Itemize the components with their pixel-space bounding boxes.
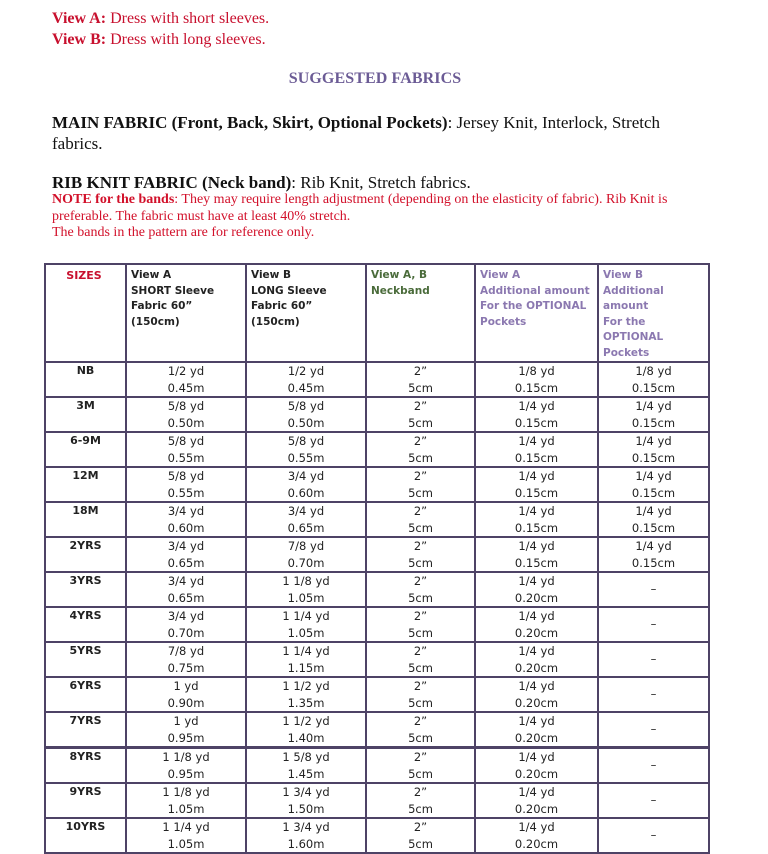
size-cell: 4YRS: [45, 607, 126, 642]
table-row: [45, 677, 709, 712]
imperial-value: 2”: [413, 785, 428, 799]
imperial-value: 1/4 yd: [518, 609, 555, 623]
neckband-cell: [366, 397, 475, 432]
metric-value: 0.60m: [287, 485, 325, 500]
view-a-pocket-cell: [475, 362, 598, 397]
metric-value: 5cm: [408, 555, 433, 570]
column-header-line: LONG Sleeve: [251, 284, 327, 297]
imperial-value: 1/4 yd: [518, 644, 555, 658]
view-a-pocket-cell: [475, 783, 598, 818]
view-a-pocket-cell: [475, 502, 598, 537]
table-row: [45, 572, 709, 607]
column-header-line: amount: [603, 300, 649, 312]
size-cell: 9YRS: [45, 783, 126, 818]
metric-value: 5cm: [408, 415, 433, 430]
view-a-pocket-cell: [475, 677, 598, 712]
view-a-description: [52, 8, 269, 29]
imperial-value: 1 1/4 yd: [282, 609, 330, 623]
view-a-cell: [126, 362, 246, 397]
size-cell: 18M: [45, 502, 126, 537]
view-a-cell: [126, 397, 246, 432]
imperial-value: 1/4 yd: [518, 469, 555, 483]
view-a-pocket-cell: [475, 712, 598, 748]
imperial-value: 1/4 yd: [518, 679, 555, 693]
metric-value: 0.15cm: [514, 450, 559, 465]
imperial-value: 1 3/4 yd: [282, 820, 330, 834]
main-fabric-label: MAIN FABRIC (Front, Back, Skirt, Optional Pockets): [52, 113, 448, 132]
metric-value: 1.45m: [287, 766, 325, 781]
imperial-value: 2”: [413, 820, 428, 834]
view-a-cell: [126, 502, 246, 537]
imperial-value: 2”: [413, 679, 428, 693]
imperial-value: 1 yd: [173, 679, 199, 693]
bands-note-line1: [52, 192, 702, 225]
neckband-cell: [366, 642, 475, 677]
metric-value: 0.95m: [167, 730, 205, 745]
size-cell: 6YRS: [45, 677, 126, 712]
column-header-line: View A, B: [371, 269, 427, 281]
imperial-value: 2”: [413, 504, 428, 518]
metric-value: 5cm: [408, 590, 433, 605]
view-a-cell: [126, 712, 246, 748]
metric-value: 0.90m: [167, 695, 205, 710]
metric-value: 0.20cm: [514, 695, 559, 710]
neckband-cell: [366, 502, 475, 537]
view-b-cell: [246, 712, 366, 748]
view-a-cell: [126, 607, 246, 642]
imperial-value: 2”: [413, 644, 428, 658]
metric-value: 0.15cm: [514, 520, 559, 535]
metric-value: 0.15cm: [631, 485, 676, 500]
metric-value: 5cm: [408, 695, 433, 710]
view-b-cell: [246, 642, 366, 677]
section-title: SUGGESTED FABRICS: [288, 70, 462, 87]
metric-value: 0.15cm: [631, 450, 676, 465]
neckband-cell: [366, 537, 475, 572]
metric-value: 0.55m: [167, 485, 205, 500]
metric-value: 0.65m: [287, 520, 325, 535]
view-b-pocket-cell: [598, 467, 709, 502]
view-b-pocket-cell: [598, 748, 709, 784]
imperial-value: 5/8 yd: [287, 434, 325, 448]
column-header-line: Additional: [603, 284, 664, 297]
metric-value: 0.95m: [167, 766, 205, 781]
metric-value: 5cm: [408, 380, 433, 395]
imperial-value: 5/8 yd: [287, 399, 325, 413]
size-cell: 8YRS: [45, 748, 126, 784]
view-a-cell: [126, 537, 246, 572]
metric-value: 0.55m: [167, 450, 205, 465]
column-header-line: Fabric 60” (150cm): [251, 300, 313, 328]
metric-value: 0.15cm: [631, 415, 676, 430]
table-row: [45, 537, 709, 572]
neckband-cell: [366, 572, 475, 607]
metric-value: 0.20cm: [514, 660, 559, 675]
imperial-value: 1/4 yd: [635, 469, 672, 483]
imperial-value: –: [650, 687, 657, 702]
imperial-value: 1 1/2 yd: [282, 679, 330, 693]
imperial-value: 2”: [413, 539, 428, 553]
column-header-line: Additional amount: [480, 284, 590, 297]
column-header-line: Fabric 60” (150cm): [131, 300, 193, 328]
table-row: [45, 397, 709, 432]
view-b-pocket-cell: [598, 572, 709, 607]
metric-value: 0.65m: [167, 590, 205, 605]
column-header-view-b-pockets: [598, 264, 709, 362]
metric-value: 0.20cm: [514, 590, 559, 605]
imperial-value: 1/4 yd: [518, 539, 555, 553]
table-row: [45, 642, 709, 677]
view-b-cell: [246, 572, 366, 607]
metric-value: 0.55m: [287, 450, 325, 465]
column-header-view-a-pockets: [475, 264, 598, 362]
view-b-cell: [246, 432, 366, 467]
imperial-value: 1 1/4 yd: [282, 644, 330, 658]
metric-value: 5cm: [408, 450, 433, 465]
imperial-value: 5/8 yd: [167, 399, 205, 413]
rib-fabric-paragraph: [52, 173, 702, 193]
view-a-cell: [126, 748, 246, 784]
imperial-value: 7/8 yd: [167, 644, 205, 658]
view-b-cell: [246, 397, 366, 432]
metric-value: 1.60m: [287, 836, 325, 851]
imperial-value: 1/4 yd: [635, 434, 672, 448]
column-header-sizes: [45, 264, 126, 362]
metric-value: 1.35m: [287, 695, 325, 710]
view-b-pocket-cell: [598, 783, 709, 818]
view-a-label: View A:: [52, 10, 107, 27]
view-a-pocket-cell: [475, 397, 598, 432]
imperial-value: –: [650, 582, 657, 597]
view-a-pocket-cell: [475, 642, 598, 677]
view-b-text: Dress with long sleeves.: [106, 31, 266, 48]
metric-value: 5cm: [408, 660, 433, 675]
neckband-cell: [366, 677, 475, 712]
view-b-pocket-cell: [598, 642, 709, 677]
imperial-value: 1 1/8 yd: [162, 785, 210, 799]
imperial-value: 5/8 yd: [167, 434, 205, 448]
imperial-value: –: [650, 793, 657, 808]
imperial-value: 1/4 yd: [518, 574, 555, 588]
imperial-value: 2”: [413, 714, 428, 728]
size-cell: 5YRS: [45, 642, 126, 677]
metric-value: 0.20cm: [514, 625, 559, 640]
imperial-value: 1/4 yd: [635, 504, 672, 518]
imperial-value: 3/4 yd: [167, 539, 205, 553]
view-a-pocket-cell: [475, 607, 598, 642]
column-header-line: Pockets: [603, 346, 650, 359]
metric-value: 0.65m: [167, 555, 205, 570]
view-b-cell: [246, 502, 366, 537]
fabric-requirements-table: [44, 263, 710, 854]
column-header-line: View B: [603, 269, 644, 281]
imperial-value: 1/4 yd: [635, 539, 672, 553]
imperial-value: 1/4 yd: [518, 750, 555, 764]
view-b-pocket-cell: [598, 502, 709, 537]
neckband-cell: [366, 783, 475, 818]
imperial-value: 1/8 yd: [518, 364, 555, 378]
metric-value: 0.75m: [167, 660, 205, 675]
imperial-value: 7/8 yd: [287, 539, 325, 553]
column-header-line: SHORT Sleeve: [131, 284, 215, 297]
view-b-cell: [246, 818, 366, 853]
view-b-pocket-cell: [598, 397, 709, 432]
view-b-cell: [246, 467, 366, 502]
view-b-pocket-cell: [598, 362, 709, 397]
imperial-value: 2”: [413, 469, 428, 483]
metric-value: 1.05m: [287, 625, 325, 640]
neckband-cell: [366, 818, 475, 853]
imperial-value: 2”: [413, 364, 428, 378]
view-b-pocket-cell: [598, 677, 709, 712]
size-cell: 3YRS: [45, 572, 126, 607]
metric-value: 5cm: [408, 625, 433, 640]
table-row: [45, 818, 709, 853]
imperial-value: –: [650, 758, 657, 773]
column-header-line: Pockets: [480, 315, 527, 328]
size-cell: 10YRS: [45, 818, 126, 853]
metric-value: 0.45m: [167, 380, 205, 395]
imperial-value: 2”: [413, 750, 428, 764]
metric-value: 5cm: [408, 520, 433, 535]
imperial-value: 1/4 yd: [518, 785, 555, 799]
metric-value: 1.05m: [167, 836, 205, 851]
metric-value: 0.15cm: [514, 485, 559, 500]
metric-value: 0.20cm: [514, 836, 559, 851]
metric-value: 0.15cm: [631, 520, 676, 535]
metric-value: 1.05m: [287, 590, 325, 605]
view-a-pocket-cell: [475, 537, 598, 572]
view-b-cell: [246, 607, 366, 642]
table-row: [45, 748, 709, 784]
imperial-value: –: [650, 652, 657, 667]
view-a-cell: [126, 467, 246, 502]
view-a-cell: [126, 642, 246, 677]
view-a-cell: [126, 783, 246, 818]
table-row: [45, 502, 709, 537]
bands-note-line2: The bands in the pattern are for reference only.: [52, 225, 315, 240]
table-body: [45, 362, 709, 853]
imperial-value: 3/4 yd: [287, 469, 325, 483]
metric-value: 5cm: [408, 485, 433, 500]
imperial-value: 2”: [413, 609, 428, 623]
imperial-value: 1/4 yd: [518, 399, 555, 413]
imperial-value: 1/4 yd: [518, 434, 555, 448]
neckband-cell: [366, 432, 475, 467]
view-a-pocket-cell: [475, 467, 598, 502]
view-b-cell: [246, 362, 366, 397]
rib-fabric-label: RIB KNIT FABRIC (Neck band): [52, 173, 292, 192]
metric-value: 1.50m: [287, 801, 325, 816]
size-cell: 7YRS: [45, 712, 126, 748]
view-a-cell: [126, 572, 246, 607]
imperial-value: 2”: [413, 399, 428, 413]
imperial-value: 1/4 yd: [518, 504, 555, 518]
imperial-value: –: [650, 722, 657, 737]
metric-value: 0.15cm: [514, 555, 559, 570]
metric-value: 0.15cm: [631, 555, 676, 570]
metric-value: 0.50m: [167, 415, 205, 430]
table-row: [45, 432, 709, 467]
view-b-cell: [246, 783, 366, 818]
imperial-value: 1 1/8 yd: [282, 574, 330, 588]
view-b-cell: [246, 677, 366, 712]
view-b-cell: [246, 537, 366, 572]
view-a-text: Dress with short sleeves.: [106, 10, 270, 27]
imperial-value: 1/4 yd: [518, 820, 555, 834]
rib-fabric-text: : Rib Knit, Stretch fabrics.: [291, 173, 471, 192]
bands-note-label: NOTE for the bands: [52, 192, 175, 207]
view-b-pocket-cell: [598, 432, 709, 467]
column-header-line: For the OPTIONAL: [603, 315, 664, 343]
column-header-neckband: [366, 264, 475, 362]
imperial-value: 5/8 yd: [167, 469, 205, 483]
metric-value: 0.15cm: [514, 380, 559, 395]
column-header-line: For the OPTIONAL: [480, 300, 587, 312]
table-row: [45, 607, 709, 642]
imperial-value: 3/4 yd: [167, 574, 205, 588]
imperial-value: 1/8 yd: [635, 364, 672, 378]
view-descriptions: [52, 8, 269, 50]
neckband-cell: [366, 467, 475, 502]
imperial-value: 3/4 yd: [167, 609, 205, 623]
view-a-cell: [126, 432, 246, 467]
metric-value: 0.20cm: [514, 730, 559, 745]
view-a-pocket-cell: [475, 572, 598, 607]
metric-value: 0.20cm: [514, 766, 559, 781]
imperial-value: 1 1/2 yd: [282, 714, 330, 728]
view-b-pocket-cell: [598, 607, 709, 642]
view-b-pocket-cell: [598, 818, 709, 853]
imperial-value: 1/2 yd: [287, 364, 325, 378]
view-b-pocket-cell: [598, 712, 709, 748]
view-a-pocket-cell: [475, 748, 598, 784]
metric-value: 1.15m: [287, 660, 325, 675]
imperial-value: –: [650, 617, 657, 632]
imperial-value: 1/4 yd: [635, 399, 672, 413]
view-a-pocket-cell: [475, 818, 598, 853]
metric-value: 1.05m: [167, 801, 205, 816]
metric-value: 5cm: [408, 801, 433, 816]
table-header-row: [45, 264, 709, 362]
size-cell: 2YRS: [45, 537, 126, 572]
imperial-value: 3/4 yd: [287, 504, 325, 518]
main-fabric-paragraph: [52, 112, 702, 154]
column-header-line: View A: [131, 269, 172, 281]
column-header-view-a-short-sleeve: [126, 264, 246, 362]
metric-value: 0.70m: [287, 555, 325, 570]
imperial-value: 3/4 yd: [167, 504, 205, 518]
metric-value: 0.70m: [167, 625, 205, 640]
neckband-cell: [366, 362, 475, 397]
view-a-pocket-cell: [475, 432, 598, 467]
imperial-value: 2”: [413, 434, 428, 448]
table-row: [45, 362, 709, 397]
main-fabric-text: : Jersey Knit, Interlock, Stretch fabrics.: [52, 113, 661, 153]
column-header-view-b-long-sleeve: [246, 264, 366, 362]
imperial-value: 2”: [413, 574, 428, 588]
view-b-cell: [246, 748, 366, 784]
view-b-label: View B:: [52, 31, 107, 48]
metric-value: 0.15cm: [514, 415, 559, 430]
imperial-value: 1 3/4 yd: [282, 785, 330, 799]
size-cell: 12M: [45, 467, 126, 502]
column-header-line: SIZES: [66, 269, 102, 282]
imperial-value: –: [650, 828, 657, 843]
bands-note-text: : They may require length adjustment (depending on the elasticity of fabric). Rib Knit is preferable. The fabric must have at least 40% stretch.: [52, 192, 668, 224]
table-row: [45, 783, 709, 818]
column-header-line: View B: [251, 269, 292, 281]
metric-value: 0.20cm: [514, 801, 559, 816]
metric-value: 0.45m: [287, 380, 325, 395]
metric-value: 0.15cm: [631, 380, 676, 395]
table-row: [45, 712, 709, 748]
imperial-value: 1/2 yd: [167, 364, 205, 378]
neckband-cell: [366, 607, 475, 642]
imperial-value: 1 1/8 yd: [162, 750, 210, 764]
size-cell: 3M: [45, 397, 126, 432]
imperial-value: 1 5/8 yd: [282, 750, 330, 764]
imperial-value: 1/4 yd: [518, 714, 555, 728]
imperial-value: 1 yd: [173, 714, 199, 728]
table-row: [45, 467, 709, 502]
view-a-cell: [126, 818, 246, 853]
column-header-line: Neckband: [371, 284, 430, 297]
metric-value: 0.60m: [167, 520, 205, 535]
imperial-value: 1 1/4 yd: [162, 820, 210, 834]
bands-note: [52, 192, 702, 242]
neckband-cell: [366, 748, 475, 784]
view-b-description: [52, 29, 269, 50]
metric-value: 5cm: [408, 730, 433, 745]
metric-value: 1.40m: [287, 730, 325, 745]
view-a-cell: [126, 677, 246, 712]
metric-value: 5cm: [408, 836, 433, 851]
column-header-line: View A: [480, 269, 521, 281]
metric-value: 5cm: [408, 766, 433, 781]
view-b-pocket-cell: [598, 537, 709, 572]
size-cell: NB: [45, 362, 126, 397]
neckband-cell: [366, 712, 475, 748]
metric-value: 0.50m: [287, 415, 325, 430]
size-cell: 6-9M: [45, 432, 126, 467]
